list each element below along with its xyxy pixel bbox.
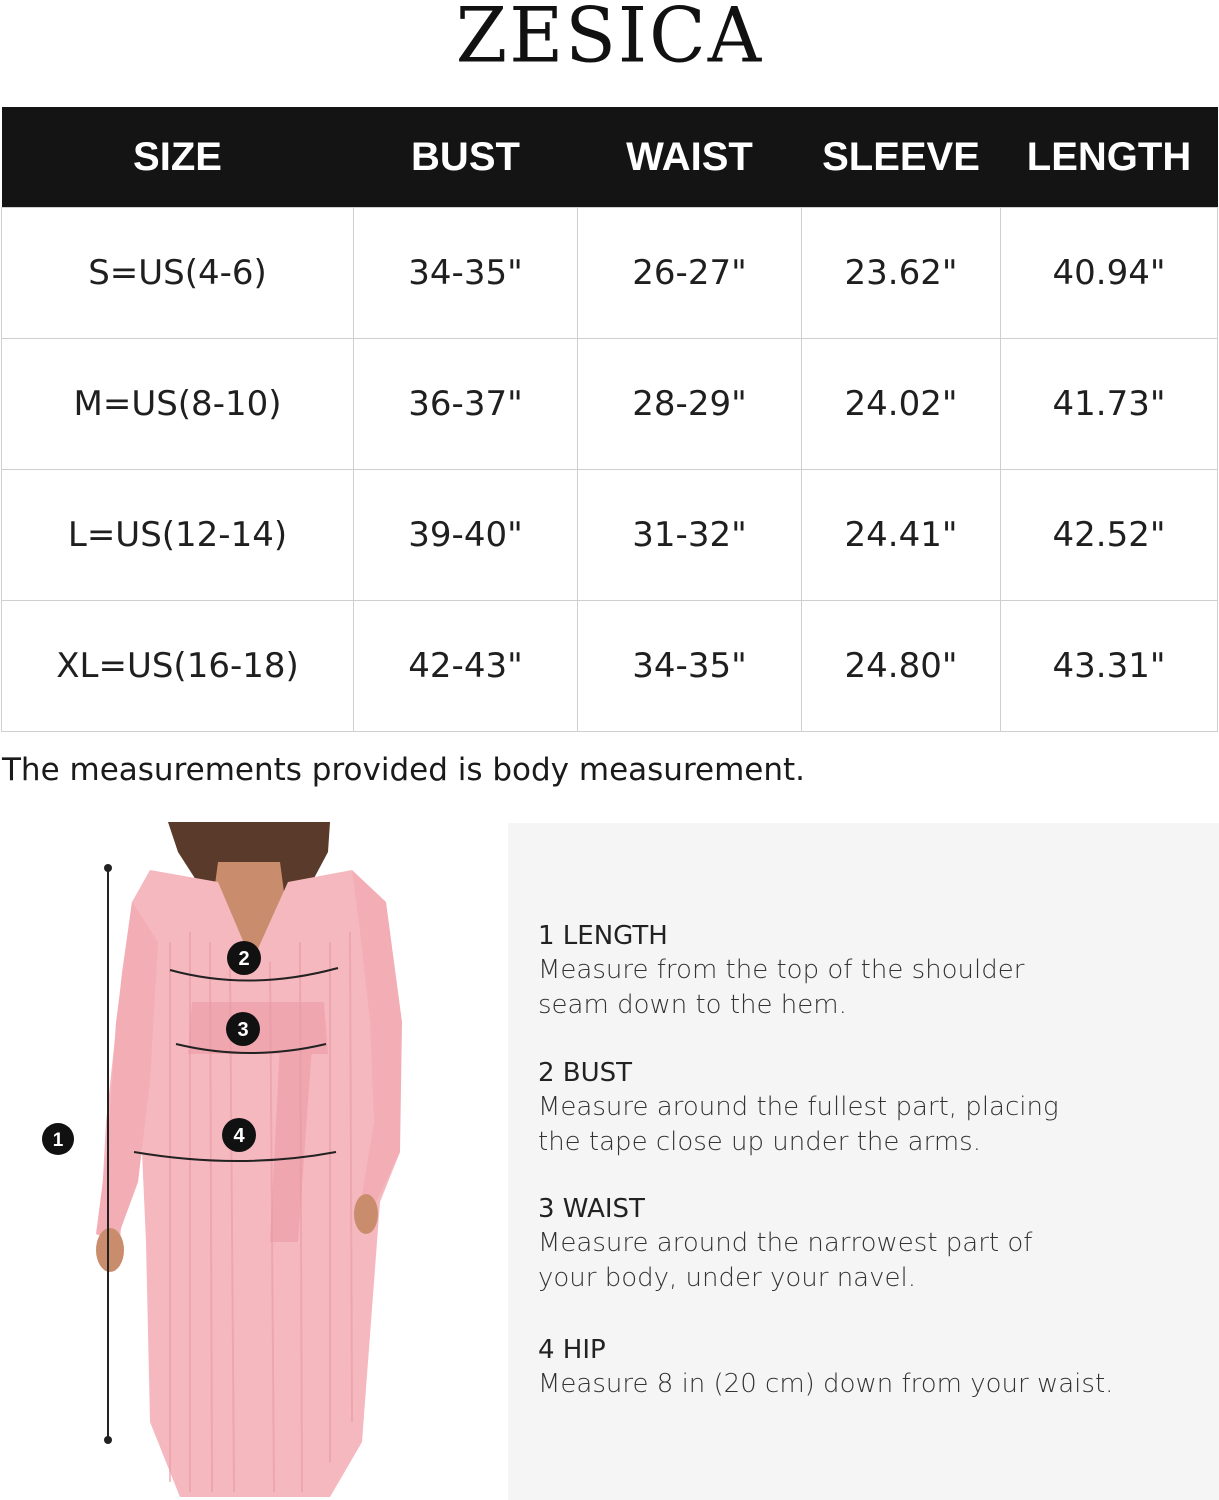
- marker-1: [42, 1123, 74, 1155]
- cell-size: L=US(12-14): [2, 470, 354, 601]
- cell-sleeve: 24.80": [802, 601, 1001, 732]
- size-chart-table: [1, 107, 1218, 732]
- header-bust: BUST: [354, 107, 578, 208]
- cell-sleeve: 24.41": [802, 470, 1001, 601]
- brand-logo: ZESICA: [455, 0, 764, 80]
- marker-2: [227, 941, 261, 975]
- cell-waist: 31-32": [578, 470, 802, 601]
- guide-item-hip: [538, 1333, 1198, 1402]
- svg-text:3: 3: [237, 1019, 249, 1041]
- svg-text:1: 1: [52, 1130, 64, 1151]
- cell-length: 40.94": [1001, 208, 1218, 339]
- cell-size: M=US(8-10): [2, 339, 354, 470]
- cell-bust: 34-35": [354, 208, 578, 339]
- guide-item-waist: [538, 1192, 1198, 1296]
- guide-description: Measure 8 in (20 cm) down from your waist.: [538, 1369, 1114, 1399]
- guide-title: 1 LENGTH: [538, 921, 668, 951]
- cell-sleeve: 24.02": [802, 339, 1001, 470]
- cell-waist: 28-29": [578, 339, 802, 470]
- cell-waist: 34-35": [578, 601, 802, 732]
- table-row: [2, 601, 1218, 732]
- measurement-note: The measurements provided is body measurement.: [2, 752, 806, 788]
- header-size: SIZE: [2, 107, 354, 208]
- svg-text:2: 2: [238, 948, 250, 970]
- table-row: [2, 470, 1218, 601]
- cell-length: 42.52": [1001, 470, 1218, 601]
- guide-description: Measure around the fullest part, placing the tape close up under the arms.: [538, 1092, 1059, 1157]
- marker-4: [222, 1118, 256, 1152]
- guide-description: Measure around the narrowest part of your body, under your navel.: [538, 1228, 1033, 1293]
- right-hand-shape: [354, 1194, 378, 1234]
- header-waist: WAIST: [578, 107, 802, 208]
- cell-bust: 39-40": [354, 470, 578, 601]
- guide-item-length: [538, 919, 1198, 1023]
- measurement-guide-panel: [508, 823, 1219, 1500]
- model-illustration: [30, 822, 450, 1500]
- cell-size: XL=US(16-18): [2, 601, 354, 732]
- cell-sleeve: 23.62": [802, 208, 1001, 339]
- cell-length: 41.73": [1001, 339, 1218, 470]
- cell-waist: 26-27": [578, 208, 802, 339]
- guide-title: 2 BUST: [538, 1058, 633, 1088]
- header-sleeve: SLEEVE: [802, 107, 1001, 208]
- svg-text:4: 4: [233, 1125, 245, 1147]
- table-row: [2, 339, 1218, 470]
- table-row: [2, 208, 1218, 339]
- header-length: LENGTH: [1001, 107, 1218, 208]
- guide-title: 3 WAIST: [538, 1194, 645, 1224]
- cell-bust: 42-43": [354, 601, 578, 732]
- table-header-row: [2, 107, 1218, 208]
- marker-3: [226, 1012, 260, 1046]
- guide-title: 4 HIP: [538, 1335, 606, 1365]
- guide-description: Measure from the top of the shoulder seam down to the hem.: [538, 955, 1025, 1020]
- cell-length: 43.31": [1001, 601, 1218, 732]
- cell-size: S=US(4-6): [2, 208, 354, 339]
- guide-item-bust: [538, 1056, 1198, 1160]
- left-hand-shape: [96, 1228, 124, 1272]
- cell-bust: 36-37": [354, 339, 578, 470]
